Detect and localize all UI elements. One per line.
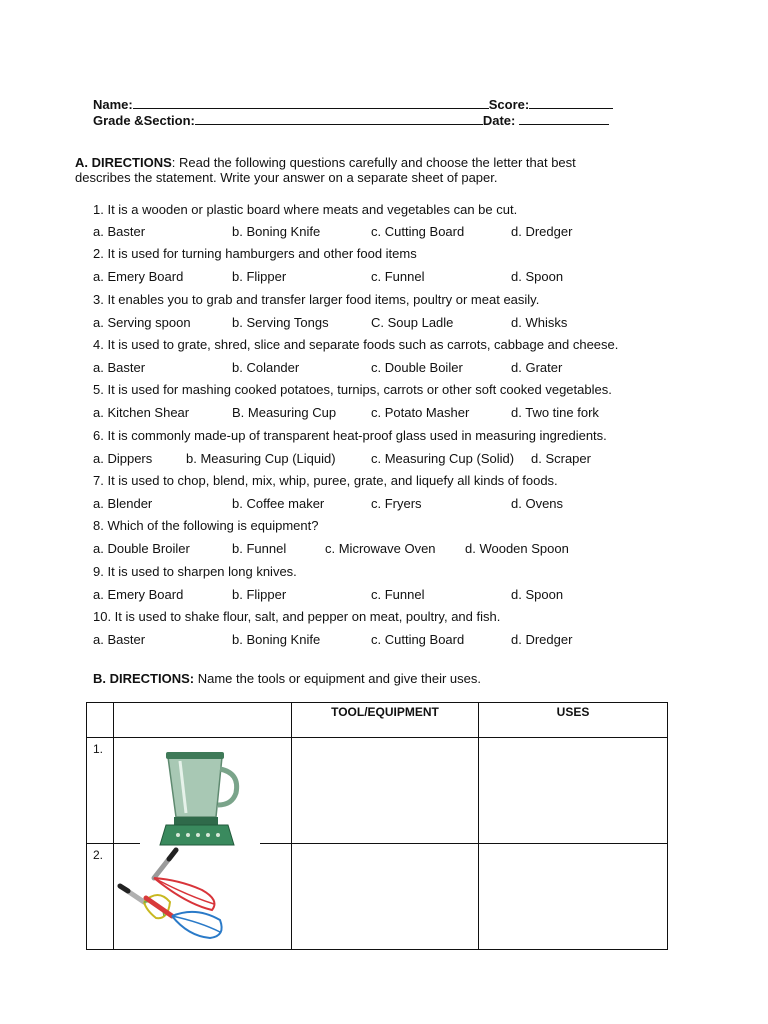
q6-option-a[interactable]: a. Dippers xyxy=(93,451,153,466)
name-label: Name: xyxy=(93,97,133,112)
tool-answer-cell[interactable] xyxy=(292,738,479,844)
table-header-row xyxy=(87,703,668,738)
q5-option-d[interactable]: d. Two tine fork xyxy=(511,405,599,420)
q9-option-d[interactable]: d. Spoon xyxy=(511,587,564,602)
q1-option-d[interactable]: d. Dredger xyxy=(511,224,573,239)
uses-answer-cell[interactable] xyxy=(479,844,668,950)
q3-option-b[interactable]: b. Serving Tongs xyxy=(232,315,329,330)
q8-option-b[interactable]: b. Funnel xyxy=(232,541,287,556)
question-2: 2. It is used for turning hamburgers and other food items xyxy=(93,246,417,261)
q2-option-d[interactable]: d. Spoon xyxy=(511,269,564,284)
grade-section-blank[interactable] xyxy=(195,112,483,125)
question-7: 7. It is used to chop, blend, mix, whip, puree, grate, and liquefy all kinds of foods. xyxy=(93,473,558,488)
part-a-directions-line2: describes the statement. Write your answer on a separate sheet of paper. xyxy=(75,170,498,185)
part-a-directions xyxy=(75,155,576,170)
q8-option-d[interactable]: d. Wooden Spoon xyxy=(465,541,569,556)
score-label: Score: xyxy=(488,97,530,112)
question-1: 1. It is a wooden or plastic board where meats and vegetables can be cut. xyxy=(93,202,518,217)
q1-option-c[interactable]: c. Cutting Board xyxy=(371,224,465,239)
q10-option-b[interactable]: b. Boning Knife xyxy=(232,632,321,647)
q4-option-a[interactable]: a. Baster xyxy=(93,360,146,375)
q10-option-d[interactable]: d. Dredger xyxy=(511,632,573,647)
blender-image xyxy=(140,743,260,851)
header-image-cell xyxy=(114,703,292,738)
q1-option-b[interactable]: b. Boning Knife xyxy=(232,224,321,239)
row-image-cell xyxy=(114,844,292,950)
q4-option-c[interactable]: c. Double Boiler xyxy=(371,360,463,375)
q8-option-c[interactable]: c. Microwave Oven xyxy=(325,541,436,556)
part-a-heading: A. DIRECTIONS xyxy=(75,155,172,170)
q9-option-a[interactable]: a. Emery Board xyxy=(93,587,184,602)
date-label: Date: xyxy=(482,113,516,128)
q10-option-a[interactable]: a. Baster xyxy=(93,632,146,647)
name-blank[interactable] xyxy=(133,96,489,109)
table-row xyxy=(87,844,668,950)
tool-answer-cell[interactable] xyxy=(292,844,479,950)
grade-section-label: Grade &Section: xyxy=(93,113,195,128)
grade-line xyxy=(93,112,609,128)
row-image-cell xyxy=(114,738,292,844)
header-num-cell xyxy=(87,703,114,738)
q3-option-a[interactable]: a. Serving spoon xyxy=(93,315,191,330)
question-3: 3. It enables you to grab and transfer larger food items, poultry or meat easily. xyxy=(93,292,540,307)
q6-option-c[interactable]: c. Measuring Cup (Solid) xyxy=(371,451,515,466)
q4-option-d[interactable]: d. Grater xyxy=(511,360,563,375)
q1-option-a[interactable]: a. Baster xyxy=(93,224,146,239)
part-b-heading: B. DIRECTIONS: xyxy=(93,671,195,686)
part-b-directions xyxy=(93,671,481,686)
part-b-directions-text: Name the tools or equipment and give their uses. xyxy=(194,671,482,686)
table-row xyxy=(87,738,668,844)
row-number: 2. xyxy=(87,844,114,950)
q5-option-a[interactable]: a. Kitchen Shear xyxy=(93,405,190,420)
q2-option-c[interactable]: c. Funnel xyxy=(371,269,425,284)
header-tool-cell: TOOL/EQUIPMENT xyxy=(292,703,479,738)
q9-option-c[interactable]: c. Funnel xyxy=(371,587,425,602)
uses-answer-cell[interactable] xyxy=(479,738,668,844)
name-line xyxy=(93,96,613,112)
q6-option-b[interactable]: b. Measuring Cup (Liquid) xyxy=(186,451,336,466)
q3-option-c[interactable]: C. Soup Ladle xyxy=(371,315,454,330)
q7-option-d[interactable]: d. Ovens xyxy=(511,496,564,511)
tools-table xyxy=(86,702,668,950)
q7-option-b[interactable]: b. Coffee maker xyxy=(232,496,325,511)
q3-option-d[interactable]: d. Whisks xyxy=(511,315,568,330)
question-10: 10. It is used to shake flour, salt, and pepper on meat, poultry, and fish. xyxy=(93,609,501,624)
q6-option-d[interactable]: d. Scraper xyxy=(531,451,591,466)
question-6: 6. It is commonly made-up of transparent heat-proof glass used in measuring ingredients. xyxy=(93,428,607,443)
row-number: 1. xyxy=(87,738,114,844)
part-a-directions-line1: : Read the following questions carefully and choose the letter that best xyxy=(171,155,576,170)
whisks-image xyxy=(116,844,236,944)
q4-option-b[interactable]: b. Colander xyxy=(232,360,300,375)
q10-option-c[interactable]: c. Cutting Board xyxy=(371,632,465,647)
date-blank[interactable] xyxy=(519,112,609,125)
q7-option-c[interactable]: c. Fryers xyxy=(371,496,422,511)
q2-option-b[interactable]: b. Flipper xyxy=(232,269,287,284)
question-4: 4. It is used to grate, shred, slice and separate foods such as carrots, cabbage and cheese. xyxy=(93,337,619,352)
q8-option-a[interactable]: a. Double Broiler xyxy=(93,541,190,556)
question-5: 5. It is used for mashing cooked potatoes, turnips, carrots or other soft cooked vegetables. xyxy=(93,382,612,397)
q9-option-b[interactable]: b. Flipper xyxy=(232,587,287,602)
q5-option-b[interactable]: B. Measuring Cup xyxy=(232,405,337,420)
q5-option-c[interactable]: c. Potato Masher xyxy=(371,405,470,420)
q7-option-a[interactable]: a. Blender xyxy=(93,496,153,511)
score-blank[interactable] xyxy=(529,96,613,109)
question-8: 8. Which of the following is equipment? xyxy=(93,518,319,533)
question-9: 9. It is used to sharpen long knives. xyxy=(93,564,297,579)
q2-option-a[interactable]: a. Emery Board xyxy=(93,269,184,284)
header-uses-cell: USES xyxy=(479,703,668,738)
